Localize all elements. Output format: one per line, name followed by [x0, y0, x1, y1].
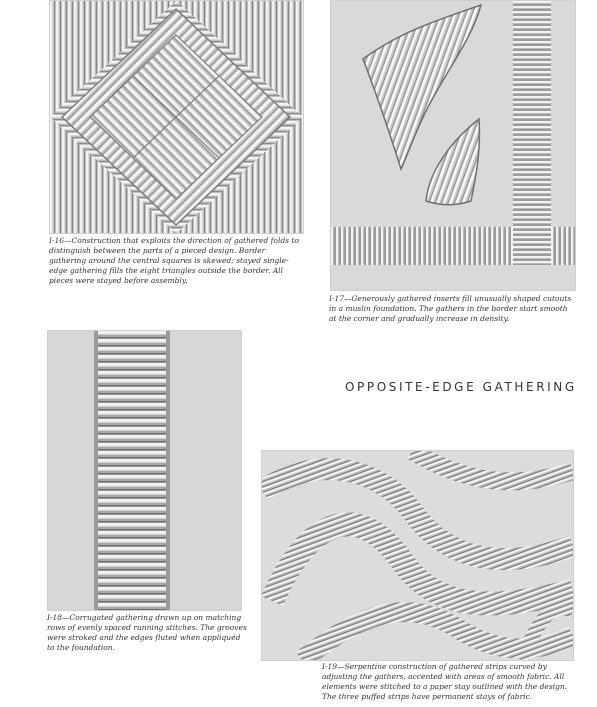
gathered-inserts-image: [331, 1, 575, 290]
figure-1-18-caption: I-18—Corrugated gathering drawn up on matching rows of evenly spaced running stitches. The grooves were stroked and the edges fluted when appliquéd to the foundation.: [47, 613, 247, 652]
figure-1-19-photo: [261, 450, 574, 661]
figure-1-19-caption: I-19—Serpentine construction of gathered strips curved by adjusting the gathers, accented with areas of smooth fabric. All elements were stitched to a paper stay outlined with the design. The three puffed strips have permanent stays of fabric.: [322, 662, 568, 701]
figure-1-17-photo: [330, 0, 576, 291]
figure-1-16-photo: [49, 0, 304, 234]
serpentine-strips-image: [262, 451, 573, 660]
figure-1-17-caption: I-17—Generously gathered inserts fill unusually shaped cutouts in a muslin foundation. The gathers in the border start smooth at the corner and gradually increase in density.: [329, 294, 572, 323]
figure-1-18-photo: [47, 330, 242, 611]
gathered-fabric-squares-image: [50, 1, 303, 233]
section-heading: OPPOSITE-EDGE GATHERING: [345, 380, 577, 394]
figure-1-16-caption: I-16—Construction that exploits the direction of gathered folds to distinguish between the parts of a pieced design. Border gathering around the central squares is skewed; stayed single-edge gathering fills the eight triangles outside the border. All pieces were stayed before assembly.: [49, 236, 299, 285]
corrugated-gathering-image: [48, 331, 241, 610]
